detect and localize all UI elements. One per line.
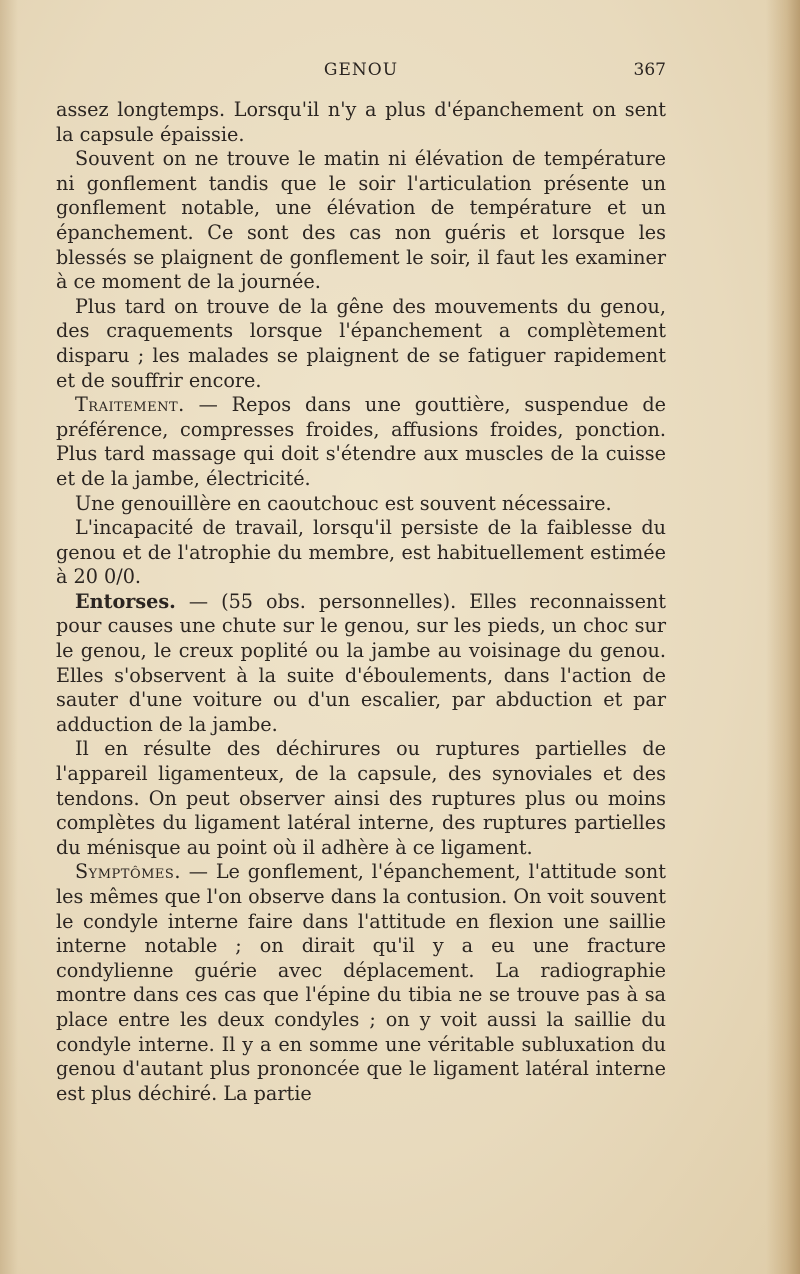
page-right-shadow: [766, 0, 800, 1274]
paragraph-3: Plus tard on trouve de la gêne des mouvements du genou, des craquements lorsque l'épanchement a complètement disparu ; les malades se plaignent de se fatiguer rapidement et de souffrir encore.: [56, 294, 666, 392]
paragraph-8: Il en résulte des déchirures ou ruptures partielles de l'appareil ligamenteux, de la capsule, des synoviales et des tendons. On peut observer ainsi des ruptures plus ou moins complètes du ligament latéral interne, des ruptures partielles du ménisque au point où il adhère à ce ligament.: [56, 737, 666, 859]
paragraph-2: Souvent on ne trouve le matin ni élévation de température ni gonflement tandis que le soir l'articulation présente un gonflement notable, une élévation de température et un épanchement. Ce sont des cas non guéris et lorsque les blessés se plaignent de gonflement le soir, il faut les examiner à ce moment de la journée.: [56, 147, 666, 294]
paragraph-entorses: [56, 590, 666, 738]
paragraph-symptomes: [56, 860, 666, 1106]
traitement-text: — Repos dans une gouttière, suspendue de préférence, compresses froides, affusions froides, ponction. Plus tard massage qui doit s'étendre aux muscles de la cuisse et de la jambe, électricité.: [56, 393, 666, 490]
page-left-shadow: [0, 0, 18, 1274]
paragraph-1: assez longtemps. Lorsqu'il n'y a plus d'épanchement on sent la capsule épaissie.: [56, 98, 666, 146]
body-text: [56, 98, 666, 1106]
running-header: [56, 60, 666, 86]
entorses-text: — (55 obs. personnelles). Elles reconnaissent pour causes une chute sur le genou, sur les pieds, un choc sur le genou, le creux poplité ou la jambe au voisinage du genou. Elles s'observent à la suite d'éboulements, dans l'action de sauter d'une voiture ou d'un escalier, par abduction et par adduction de la jambe.: [56, 589, 666, 736]
paragraph-6: L'incapacité de travail, lorsqu'il persiste de la faiblesse du genou et de l'atrophie du membre, est habituellement estimée à 20 0/0.: [56, 516, 666, 589]
paragraph-5: Une genouillère en caoutchouc est souvent nécessaire.: [75, 491, 612, 515]
section-heading-entorses: Entorses.: [75, 589, 176, 613]
paragraph-traitement: [56, 393, 666, 491]
running-title: GENOU: [323, 60, 399, 80]
page-number: 367: [633, 60, 666, 80]
section-label-traitement: Traitement.: [75, 393, 185, 417]
section-label-symptomes: Symptômes.: [75, 860, 181, 884]
symptomes-text: — Le gonflement, l'épanchement, l'attitude sont les mêmes que l'on observe dans la contusion. On voit souvent le condyle interne faire dans l'attitude en flexion une saillie interne notable ; on dirait qu'il y a eu une fracture condylienne guérie avec déplacement. La radiographie montre dans ces cas que l'épine du tibia ne se trouve pas à sa place entre les deux condyles ; on y voit aussi la saillie du condyle interne. Il y a en somme une véritable subluxation du genou d'autant plus prononcée que le ligament latéral interne est plus déchiré. La partie: [56, 860, 666, 1105]
